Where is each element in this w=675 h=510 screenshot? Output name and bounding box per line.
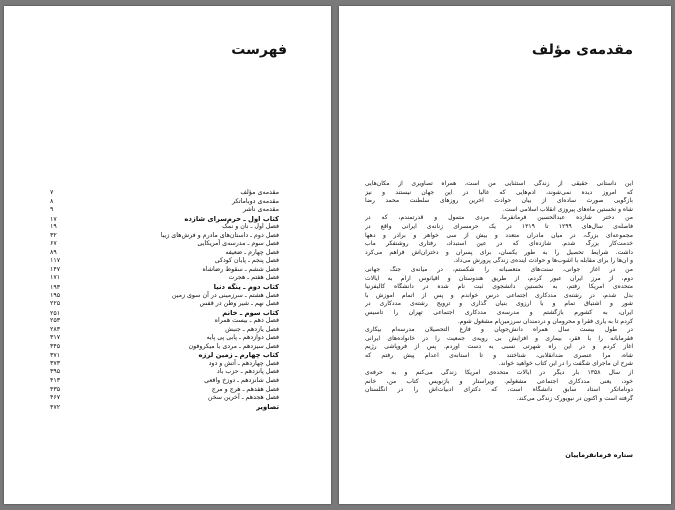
toc-entry-title: کتاب سوم ـ خانم <box>222 308 279 317</box>
preface-line: از سال ۱۳۵۸ بار دیگر در ایالات متحده‌ی آمریکا زندگی می‌کنم و به حرفه‌ی <box>365 369 633 377</box>
toc-entry-title: کتاب اول ـ حرم‌سرای شازده <box>184 214 279 223</box>
toc-list <box>50 189 279 411</box>
toc-chapter-row <box>50 223 279 232</box>
toc-chapter-row <box>50 232 279 241</box>
preface-line: خود، یعنی مددکاری اجتماعی مشغولم. ویراستار و بازنویس کتاب من، خانم <box>365 377 633 385</box>
toc-chapter-row <box>50 249 279 258</box>
toc-entry-title: فصل نهم ـ شیر وطن در قفس <box>199 300 279 308</box>
toc-entry-title: فصل هشتم ـ سرزمینی در آن سوی زمین <box>171 291 279 299</box>
toc-entry-page-number: ۴۶۷ <box>50 394 61 402</box>
toc-page <box>4 6 331 504</box>
preface-line: من دختر شازده عبدالحسین فرمانفرما، مردی متمول و قدرتمندم، که در <box>365 214 633 222</box>
toc-entry-page-number: ۱۱۷ <box>50 257 61 265</box>
toc-entry-title: فصل ششم ـ سقوط رضاشاه <box>202 265 279 273</box>
toc-entry-page-number: ۳۷۱ <box>50 352 61 360</box>
preface-line: بازگویی صورت ساده‌ای از بیان حوادث آخرین روزهای سلطنت محمد رضا <box>365 197 633 205</box>
preface-body <box>365 180 633 403</box>
toc-chapter-row <box>50 292 279 301</box>
toc-chapter-row <box>50 266 279 275</box>
toc-entry-page-number: ۴۱۳ <box>50 377 61 385</box>
preface-line: فاصله‌ی سال‌های ۱۲۹۹ تا ۱۳۱۹ در یک حرمسرای زنانه‌ی ایرانی واقع در <box>365 222 633 230</box>
preface-line: دوناماتکر استاد سابق دانشگاه است، که دکترای ادبیات‌اش را در انگلستان <box>365 386 633 394</box>
preface-line: خدمت‌کار بزرگ شدم. شازده‌ای که در عین استبداد، رفتاری روشنفکر مآب <box>365 240 633 248</box>
toc-chapter-row <box>50 386 279 395</box>
toc-chapter-row <box>50 300 279 309</box>
toc-entry-page-number: ۲۵۳ <box>50 317 61 325</box>
preface-line: داشت. شرایط تحصیل را به طور یکسان، برای پسران و دختران‌اش فراهم می‌کرد <box>365 248 633 256</box>
preface-page <box>339 6 671 504</box>
toc-chapter-row <box>50 377 279 386</box>
toc-entry-page-number: ۱۷۱ <box>50 274 61 282</box>
preface-line: گرفته است و اکنون در نیویورک زندگی می‌کند. <box>516 394 633 402</box>
preface-line: در طول بیست سال همراه دانش‌جویان و فارغ التحصیلان مدرسه‌ام بیکاری <box>365 326 633 334</box>
toc-entry-title: فصل دوم ـ داستان‌های مادرم و فرش‌های زیبا <box>160 231 279 239</box>
toc-chapter-row <box>50 274 279 283</box>
preface-line: متحده‌ی آمریکا رفتم، به نخستین دانشجوی ثبت نام شده در دانشگاه کالیفرنیا <box>365 283 633 291</box>
toc-entry-page-number: ۴۳۵ <box>50 385 61 393</box>
toc-entry-title: مقدمه‌ی ناشر <box>243 206 279 214</box>
toc-entry-title: تصاویر <box>256 402 279 411</box>
preface-line: من در آغاز جوانی، سنت‌های متعصبانه را شکستم، در میانه‌ی جنگ جهانی <box>365 265 633 273</box>
toc-entry-title: فصل یازدهم ـ جنبش <box>225 325 279 333</box>
toc-entry-page-number: ۴۷۲ <box>50 403 61 411</box>
preface-line: شاه، مرا عنصری ضدانقلابی، شناختند و تا آستانه‌ی اعدام پیش رفتم که <box>365 351 633 359</box>
toc-entry-page-number: ۲۵۱ <box>50 309 61 317</box>
toc-entry-page-number: ۳۷۳ <box>50 359 61 367</box>
preface-paragraph <box>365 326 633 369</box>
preface-paragraph <box>365 266 633 326</box>
toc-entry-page-number: ۳۱۷ <box>50 334 61 342</box>
preface-line: شور و اشتیاق تمام و با آرزوی بنیان گذاری و ترویج رشته‌ی مددکاری در <box>365 300 633 308</box>
toc-part-row <box>50 283 279 292</box>
toc-chapter-row <box>50 257 279 266</box>
toc-entry-page-number: ۹ <box>50 206 54 214</box>
preface-line: مجموعه‌ای بزرگ، در میان مادران متعدد و بیش از سی خواهر و برادر و دهها <box>365 231 633 239</box>
toc-entry-title: فصل پنجم ـ پایان کودکی <box>214 257 279 265</box>
toc-entry-page-number: ۱۹۳ <box>50 284 61 292</box>
toc-entry-page-number: ۱۷ <box>50 215 57 223</box>
preface-line: فقرمآبانه را با فقر، بیماری و افزایش بی رویه‌ی جمعیت را در خانواده‌های ایرانی <box>365 334 633 342</box>
toc-chapter-row <box>50 240 279 249</box>
preface-line: بدل شدم، در رشته‌ی مددکاری اجتماعی درس خواندم و پس از اتمام آموزش با <box>365 291 633 299</box>
toc-part-row <box>50 215 279 224</box>
toc-entry-page-number: ۳۹۵ <box>50 368 61 376</box>
toc-chapter-row <box>50 189 279 198</box>
preface-line: کردم تا به یاری فقرا و محرومان و دردمندان سرزمین‌ام مشغول شوم. <box>457 317 633 325</box>
toc-chapter-row <box>50 343 279 352</box>
toc-entry-title: فصل هجدهم ـ آخرین سخن <box>207 394 279 402</box>
toc-entry-title: فصل دهم ـ بیست همراه <box>214 317 279 325</box>
toc-chapter-row <box>50 368 279 377</box>
preface-paragraph <box>365 369 633 403</box>
preface-heading: مقدمه‌ی مؤلف <box>531 42 633 58</box>
toc-entry-title: کتاب دوم ـ ینگه دنیا <box>213 283 279 292</box>
toc-chapter-row <box>50 394 279 403</box>
preface-line: این داستانی حقیقی از زندگی استثنایی من است، همراه تصاویری از مکان‌هایی <box>365 180 633 187</box>
toc-chapter-row <box>50 334 279 343</box>
preface-line: آغاز کردم و در این راه شهرتی نسبی به دست آوردم. پس از فروپاشی رژیم <box>365 343 633 351</box>
toc-entry-title: کتاب چهارم ـ زمین لرزه <box>198 351 279 360</box>
toc-entry-page-number: ۳۲ <box>50 231 57 239</box>
author-signature: ستاره فرمانفرماییان <box>565 451 633 459</box>
toc-entry-title: فصل پانزدهم ـ حزب باد <box>216 368 279 376</box>
preface-paragraph <box>365 180 633 214</box>
toc-entry-title: فصل شانزدهم ـ دوزخ واقعی <box>204 377 279 385</box>
toc-entry-title: فصل سیزدهم ـ مردی با میکروفون <box>188 342 279 350</box>
toc-entry-title: فصل دوازدهم ـ پابی پی پایه <box>206 334 279 342</box>
toc-heading: فهرست <box>231 42 287 58</box>
toc-entry-page-number: ۲۸۳ <box>50 325 61 333</box>
toc-entry-title: مقدمه‌ی دوباماتکر <box>231 197 279 205</box>
toc-entry-page-number: ۲۲۵ <box>50 300 61 308</box>
toc-chapter-row <box>50 198 279 207</box>
toc-entry-page-number: ۸۹ <box>50 248 57 256</box>
preface-line: شرح آن ماجرای شگفت را در این کتاب خواهید خواند. <box>498 360 633 368</box>
toc-entry-page-number: ۸ <box>50 197 54 205</box>
toc-chapter-row <box>50 206 279 215</box>
toc-part-row <box>50 351 279 360</box>
preface-line: ایران، به کشورم بازگشتم و مدرسه‌ی مددکاری اجتماعی تهران را تأسیس <box>365 308 633 316</box>
toc-entry-title: مقدمه‌ی مؤلف <box>240 189 279 196</box>
toc-entry-page-number: ۱۹۵ <box>50 291 61 299</box>
toc-entry-page-number: ۱۹ <box>50 223 57 231</box>
toc-entry-page-number: ۳۴۵ <box>50 342 61 350</box>
toc-entry-page-number: ۱۴۷ <box>50 265 61 273</box>
toc-entry-title: فصل چهارم ـ ضعیفه <box>225 248 279 256</box>
preface-line: و آن‌ها را برای مقابله با آشوب‌ها و حوادث آینده‌ی زندگی پرورش می‌داد. <box>453 257 633 265</box>
preface-line: که امروز دیده نمی‌شوند، آدم‌هایی که غالباً در این جهان نیستند و نیز <box>365 188 633 196</box>
toc-entry-page-number: ۶۷ <box>50 240 57 248</box>
toc-entry-title: فصل اول ـ نان و نمک <box>222 223 279 231</box>
toc-chapter-row <box>50 326 279 335</box>
toc-part-row <box>50 309 279 318</box>
toc-entry-page-number: ۷ <box>50 189 54 196</box>
toc-entry-title: فصل هفتم ـ هجرت <box>228 274 279 282</box>
toc-part-row <box>50 403 279 412</box>
toc-entry-title: فصل هفدهم ـ هرج و مرج <box>211 385 279 393</box>
toc-entry-title: فصل چهاردهم ـ آتش و دود <box>208 359 279 367</box>
preface-paragraph <box>365 214 633 266</box>
preface-line: شاه و نخستین ماه‌های پیروزی انقلاب اسلامی است. <box>502 205 633 213</box>
toc-chapter-row <box>50 317 279 326</box>
toc-entry-title: فصل سوم ـ مدرسه‌ی آمریکایی <box>197 240 279 248</box>
toc-chapter-row <box>50 360 279 369</box>
preface-line: دوم، از مرز ایران عبور کردم، از طریق هندوستان و اقیانوس آرام به ایالات <box>365 274 633 282</box>
